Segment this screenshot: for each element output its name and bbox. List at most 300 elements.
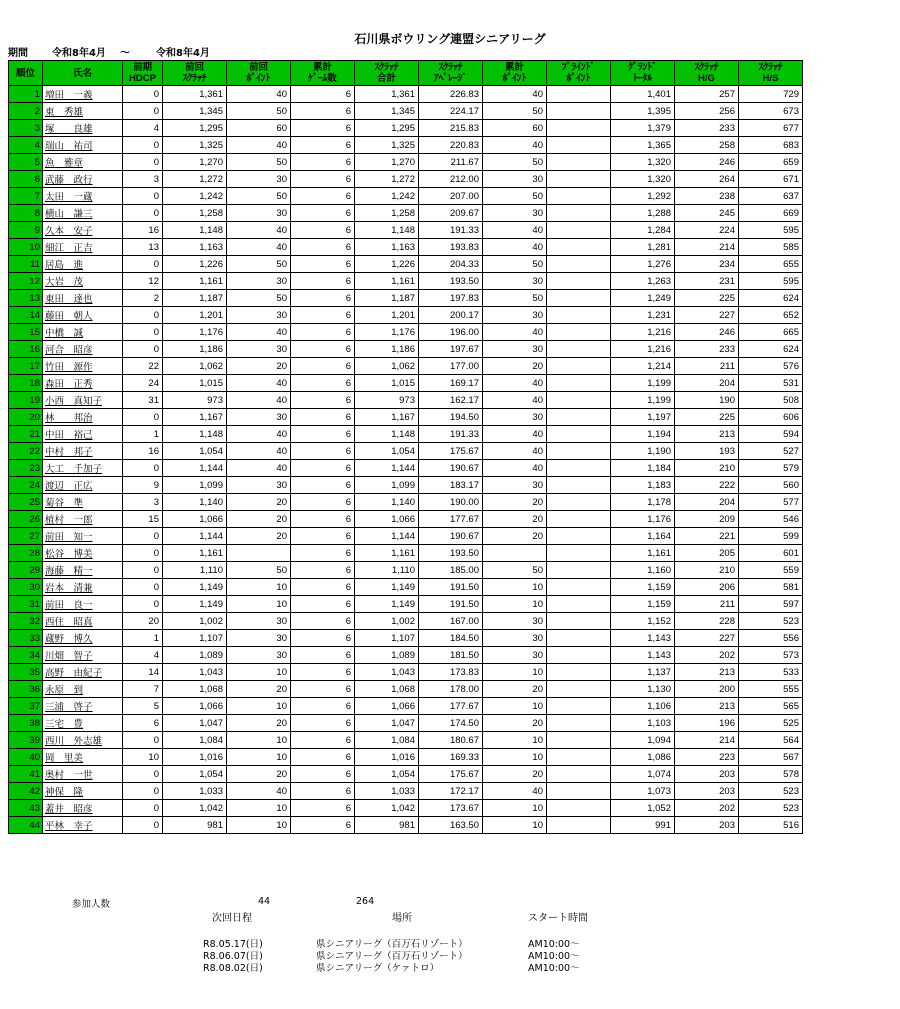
cell-cum-points: 40 bbox=[483, 137, 547, 154]
cell-cum-points: 10 bbox=[483, 732, 547, 749]
cell-prev-points: 10 bbox=[227, 579, 291, 596]
schedule-place: 県シニアリーグ（ケァトロ） bbox=[316, 963, 440, 974]
cell-cum-points: 30 bbox=[483, 205, 547, 222]
cell-cum-points: 40 bbox=[483, 460, 547, 477]
table-row bbox=[9, 477, 803, 494]
cell-hdcp: 0 bbox=[123, 188, 163, 205]
cell-rank: 20 bbox=[9, 409, 43, 426]
cell-scratch-total: 981 bbox=[355, 817, 419, 834]
cell-prev-points: 20 bbox=[227, 681, 291, 698]
cell-grand-total: 1,052 bbox=[611, 800, 675, 817]
cell-scratch-total: 1,062 bbox=[355, 358, 419, 375]
cell-prev-scratch: 1,149 bbox=[163, 596, 227, 613]
cell-prev-points: 10 bbox=[227, 698, 291, 715]
cell-cum-points: 10 bbox=[483, 579, 547, 596]
cell-rank: 16 bbox=[9, 341, 43, 358]
cell-cum-games: 6 bbox=[291, 222, 355, 239]
table-row bbox=[9, 341, 803, 358]
cell-blind-points bbox=[547, 715, 611, 732]
cell-scratch-total: 1,047 bbox=[355, 715, 419, 732]
cell-name: 魚 雅章 bbox=[43, 154, 123, 171]
cell-hdcp: 1 bbox=[123, 630, 163, 647]
cell-prev-points: 10 bbox=[227, 817, 291, 834]
table-row bbox=[9, 613, 803, 630]
cell-prev-scratch: 1,047 bbox=[163, 715, 227, 732]
cell-rank: 27 bbox=[9, 528, 43, 545]
cell-scratch-total: 1,176 bbox=[355, 324, 419, 341]
cell-cum-games: 6 bbox=[291, 392, 355, 409]
cell-blind-points bbox=[547, 494, 611, 511]
cell-scratch-total: 1,002 bbox=[355, 613, 419, 630]
cell-rank: 39 bbox=[9, 732, 43, 749]
cell-prev-points: 30 bbox=[227, 477, 291, 494]
column-header-cum-points bbox=[483, 61, 547, 86]
cell-hdcp: 0 bbox=[123, 460, 163, 477]
cell-blind-points bbox=[547, 358, 611, 375]
cell-rank: 5 bbox=[9, 154, 43, 171]
cell-scratch-avg: 197.83 bbox=[419, 290, 483, 307]
cell-scratch-hg: 193 bbox=[675, 443, 739, 460]
cell-grand-total: 1,214 bbox=[611, 358, 675, 375]
cell-scratch-hs: 523 bbox=[739, 783, 803, 800]
cell-scratch-total: 1,144 bbox=[355, 460, 419, 477]
cell-cum-games: 6 bbox=[291, 749, 355, 766]
cell-hdcp: 0 bbox=[123, 562, 163, 579]
cell-prev-scratch: 1,186 bbox=[163, 341, 227, 358]
cell-prev-scratch: 1,226 bbox=[163, 256, 227, 273]
cell-hdcp: 13 bbox=[123, 239, 163, 256]
cell-name: 大岩 茂 bbox=[43, 273, 123, 290]
cell-prev-points: 40 bbox=[227, 375, 291, 392]
cell-rank: 43 bbox=[9, 800, 43, 817]
cell-hdcp: 0 bbox=[123, 409, 163, 426]
cell-name: 森田 正秀 bbox=[43, 375, 123, 392]
period-line bbox=[8, 44, 210, 59]
cell-cum-points: 50 bbox=[483, 290, 547, 307]
cell-scratch-hs: 564 bbox=[739, 732, 803, 749]
cell-prev-points: 50 bbox=[227, 562, 291, 579]
cell-scratch-hg: 256 bbox=[675, 103, 739, 120]
cell-name: 平林 幸子 bbox=[43, 817, 123, 834]
cell-cum-games: 6 bbox=[291, 239, 355, 256]
cell-cum-games: 6 bbox=[291, 137, 355, 154]
table-row bbox=[9, 698, 803, 715]
cell-cum-games: 6 bbox=[291, 681, 355, 698]
cell-cum-points: 30 bbox=[483, 630, 547, 647]
cell-cum-games: 6 bbox=[291, 120, 355, 137]
column-header-text: H/S bbox=[762, 73, 779, 84]
cell-scratch-hg: 190 bbox=[675, 392, 739, 409]
cell-scratch-hg: 196 bbox=[675, 715, 739, 732]
column-header-blind-points bbox=[547, 61, 611, 86]
column-header-text: ﾄｰﾀﾙ bbox=[632, 73, 652, 84]
cell-prev-scratch: 1,270 bbox=[163, 154, 227, 171]
cell-prev-points: 40 bbox=[227, 426, 291, 443]
cell-name: 小西 真知子 bbox=[43, 392, 123, 409]
cell-hdcp: 0 bbox=[123, 732, 163, 749]
cell-blind-points bbox=[547, 562, 611, 579]
cell-scratch-hs: 579 bbox=[739, 460, 803, 477]
cell-scratch-avg: 167.00 bbox=[419, 613, 483, 630]
cell-scratch-hs: 559 bbox=[739, 562, 803, 579]
cell-scratch-hg: 233 bbox=[675, 120, 739, 137]
cell-scratch-hg: 223 bbox=[675, 749, 739, 766]
cell-cum-points: 30 bbox=[483, 409, 547, 426]
cell-scratch-hs: 578 bbox=[739, 766, 803, 783]
cell-scratch-total: 1,186 bbox=[355, 341, 419, 358]
cell-scratch-hs: 595 bbox=[739, 222, 803, 239]
cell-scratch-avg: 169.33 bbox=[419, 749, 483, 766]
cell-scratch-avg: 194.50 bbox=[419, 409, 483, 426]
cell-cum-points: 40 bbox=[483, 426, 547, 443]
cell-cum-points: 30 bbox=[483, 307, 547, 324]
cell-prev-scratch: 1,176 bbox=[163, 324, 227, 341]
cell-rank: 1 bbox=[9, 86, 43, 103]
cell-prev-scratch: 1,258 bbox=[163, 205, 227, 222]
cell-scratch-total: 1,161 bbox=[355, 273, 419, 290]
table-row bbox=[9, 86, 803, 103]
cell-blind-points bbox=[547, 239, 611, 256]
cell-prev-scratch: 1,033 bbox=[163, 783, 227, 800]
cell-name: 奥村 一世 bbox=[43, 766, 123, 783]
cell-blind-points bbox=[547, 732, 611, 749]
cell-scratch-hg: 203 bbox=[675, 766, 739, 783]
cell-rank: 15 bbox=[9, 324, 43, 341]
cell-cum-points: 20 bbox=[483, 358, 547, 375]
cell-name: 渡辺 正広 bbox=[43, 477, 123, 494]
cell-prev-scratch: 1,140 bbox=[163, 494, 227, 511]
cell-grand-total: 1,160 bbox=[611, 562, 675, 579]
cell-scratch-total: 1,201 bbox=[355, 307, 419, 324]
table-row bbox=[9, 528, 803, 545]
cell-scratch-hg: 209 bbox=[675, 511, 739, 528]
cell-cum-points: 20 bbox=[483, 715, 547, 732]
cell-prev-scratch: 1,066 bbox=[163, 698, 227, 715]
column-header-text: ﾎﾟｲﾝﾄ bbox=[566, 73, 591, 84]
cell-blind-points bbox=[547, 103, 611, 120]
cell-blind-points bbox=[547, 256, 611, 273]
column-header-text: 順位 bbox=[15, 67, 35, 79]
cell-grand-total: 1,216 bbox=[611, 324, 675, 341]
cell-blind-points bbox=[547, 290, 611, 307]
cell-cum-points: 30 bbox=[483, 477, 547, 494]
cell-hdcp: 31 bbox=[123, 392, 163, 409]
games-total: 264 bbox=[356, 896, 375, 907]
cell-cum-points: 20 bbox=[483, 681, 547, 698]
cell-hdcp: 3 bbox=[123, 171, 163, 188]
column-header-text: ｽｸﾗｯﾁ bbox=[694, 62, 719, 73]
cell-blind-points bbox=[547, 154, 611, 171]
cell-name: 岡 里美 bbox=[43, 749, 123, 766]
cell-scratch-hg: 211 bbox=[675, 596, 739, 613]
participants-label: 参加人数 bbox=[72, 899, 111, 910]
cell-grand-total: 1,073 bbox=[611, 783, 675, 800]
cell-prev-scratch: 1,062 bbox=[163, 358, 227, 375]
cell-scratch-hs: 525 bbox=[739, 715, 803, 732]
cell-rank: 26 bbox=[9, 511, 43, 528]
cell-prev-scratch: 1,002 bbox=[163, 613, 227, 630]
cell-scratch-total: 1,054 bbox=[355, 766, 419, 783]
cell-cum-points: 40 bbox=[483, 222, 547, 239]
cell-rank: 30 bbox=[9, 579, 43, 596]
cell-scratch-hg: 246 bbox=[675, 154, 739, 171]
cell-scratch-hg: 211 bbox=[675, 358, 739, 375]
cell-grand-total: 1,161 bbox=[611, 545, 675, 562]
column-header-rank bbox=[9, 61, 43, 86]
table-row bbox=[9, 460, 803, 477]
cell-hdcp: 0 bbox=[123, 154, 163, 171]
cell-prev-points: 10 bbox=[227, 749, 291, 766]
cell-prev-points: 50 bbox=[227, 154, 291, 171]
cell-name: 瑞山 祐司 bbox=[43, 137, 123, 154]
table-row bbox=[9, 664, 803, 681]
column-header-prev-points bbox=[227, 61, 291, 86]
table-row bbox=[9, 154, 803, 171]
table-row bbox=[9, 137, 803, 154]
schedule-date-header: 次回日程 bbox=[212, 913, 252, 924]
cell-cum-games: 6 bbox=[291, 341, 355, 358]
cell-hdcp: 22 bbox=[123, 358, 163, 375]
cell-hdcp: 0 bbox=[123, 103, 163, 120]
cell-rank: 11 bbox=[9, 256, 43, 273]
cell-scratch-avg: 191.50 bbox=[419, 579, 483, 596]
cell-scratch-hs: 637 bbox=[739, 188, 803, 205]
cell-scratch-avg: 197.67 bbox=[419, 341, 483, 358]
cell-scratch-total: 1,107 bbox=[355, 630, 419, 647]
column-header-text: 前期 bbox=[132, 62, 152, 73]
cell-scratch-avg: 226.83 bbox=[419, 86, 483, 103]
cell-hdcp: 3 bbox=[123, 494, 163, 511]
standings-table bbox=[8, 60, 803, 834]
cell-hdcp: 7 bbox=[123, 681, 163, 698]
cell-cum-games: 6 bbox=[291, 715, 355, 732]
cell-grand-total: 1,074 bbox=[611, 766, 675, 783]
cell-name: 永原 到 bbox=[43, 681, 123, 698]
cell-name: 太田 一蔵 bbox=[43, 188, 123, 205]
cell-hdcp: 0 bbox=[123, 86, 163, 103]
cell-cum-points: 30 bbox=[483, 647, 547, 664]
table-row bbox=[9, 545, 803, 562]
cell-prev-points: 30 bbox=[227, 307, 291, 324]
cell-blind-points bbox=[547, 307, 611, 324]
table-row bbox=[9, 188, 803, 205]
cell-rank: 38 bbox=[9, 715, 43, 732]
cell-cum-points: 50 bbox=[483, 154, 547, 171]
cell-scratch-avg: 193.50 bbox=[419, 545, 483, 562]
cell-cum-games: 6 bbox=[291, 256, 355, 273]
column-header-hdcp bbox=[123, 61, 163, 86]
cell-cum-games: 6 bbox=[291, 273, 355, 290]
cell-grand-total: 1,164 bbox=[611, 528, 675, 545]
cell-scratch-avg: 175.67 bbox=[419, 766, 483, 783]
cell-grand-total: 1,199 bbox=[611, 375, 675, 392]
cell-name: 居島 進 bbox=[43, 256, 123, 273]
cell-scratch-avg: 185.00 bbox=[419, 562, 483, 579]
cell-cum-points: 20 bbox=[483, 494, 547, 511]
cell-cum-games: 6 bbox=[291, 426, 355, 443]
cell-cum-points: 10 bbox=[483, 749, 547, 766]
column-header-text: H/G bbox=[698, 73, 715, 84]
cell-scratch-hs: 577 bbox=[739, 494, 803, 511]
cell-scratch-hg: 204 bbox=[675, 494, 739, 511]
cell-name: 西住 昭真 bbox=[43, 613, 123, 630]
cell-rank: 36 bbox=[9, 681, 43, 698]
cell-scratch-hs: 585 bbox=[739, 239, 803, 256]
cell-hdcp: 0 bbox=[123, 307, 163, 324]
table-row bbox=[9, 324, 803, 341]
cell-scratch-hg: 202 bbox=[675, 800, 739, 817]
schedule-time-header: スタート時間 bbox=[528, 913, 588, 924]
cell-name: 久本 安子 bbox=[43, 222, 123, 239]
cell-name: 西川 外志雄 bbox=[43, 732, 123, 749]
cell-grand-total: 1,288 bbox=[611, 205, 675, 222]
cell-scratch-hg: 224 bbox=[675, 222, 739, 239]
table-row bbox=[9, 749, 803, 766]
cell-cum-points: 40 bbox=[483, 443, 547, 460]
cell-prev-scratch: 1,187 bbox=[163, 290, 227, 307]
cell-prev-scratch: 1,149 bbox=[163, 579, 227, 596]
cell-prev-points: 50 bbox=[227, 188, 291, 205]
table-row bbox=[9, 103, 803, 120]
cell-prev-points: 40 bbox=[227, 783, 291, 800]
cell-scratch-total: 1,144 bbox=[355, 528, 419, 545]
table-header-row bbox=[9, 61, 803, 86]
cell-cum-games: 6 bbox=[291, 494, 355, 511]
schedule-time: AM10:00～ bbox=[528, 939, 580, 950]
cell-cum-games: 6 bbox=[291, 545, 355, 562]
cell-blind-points bbox=[547, 205, 611, 222]
cell-scratch-hg: 222 bbox=[675, 477, 739, 494]
cell-scratch-hs: 533 bbox=[739, 664, 803, 681]
cell-hdcp: 0 bbox=[123, 205, 163, 222]
cell-blind-points bbox=[547, 171, 611, 188]
cell-scratch-hs: 516 bbox=[739, 817, 803, 834]
cell-scratch-total: 1,110 bbox=[355, 562, 419, 579]
column-header-text: 氏名 bbox=[72, 67, 92, 79]
cell-scratch-total: 1,149 bbox=[355, 579, 419, 596]
cell-hdcp: 9 bbox=[123, 477, 163, 494]
cell-blind-points bbox=[547, 664, 611, 681]
schedule-date: R8.06.07(日) bbox=[203, 951, 263, 962]
cell-scratch-avg: 207.00 bbox=[419, 188, 483, 205]
cell-scratch-avg: 224.17 bbox=[419, 103, 483, 120]
cell-blind-points bbox=[547, 375, 611, 392]
cell-prev-points: 50 bbox=[227, 290, 291, 307]
cell-scratch-total: 1,066 bbox=[355, 698, 419, 715]
cell-blind-points bbox=[547, 511, 611, 528]
cell-name: 川畑 智子 bbox=[43, 647, 123, 664]
cell-scratch-avg: 220.83 bbox=[419, 137, 483, 154]
column-header-text: ｽｸﾗｯﾁ bbox=[438, 62, 463, 73]
cell-blind-points bbox=[547, 477, 611, 494]
cell-scratch-total: 1,163 bbox=[355, 239, 419, 256]
cell-scratch-avg: 173.67 bbox=[419, 800, 483, 817]
cell-grand-total: 1,263 bbox=[611, 273, 675, 290]
cell-cum-points: 50 bbox=[483, 562, 547, 579]
cell-cum-games: 6 bbox=[291, 443, 355, 460]
cell-grand-total: 1,197 bbox=[611, 409, 675, 426]
table-row bbox=[9, 766, 803, 783]
cell-grand-total: 1,320 bbox=[611, 171, 675, 188]
cell-rank: 13 bbox=[9, 290, 43, 307]
cell-scratch-avg: 184.50 bbox=[419, 630, 483, 647]
cell-scratch-avg: 204.33 bbox=[419, 256, 483, 273]
schedule-time: AM10:00～ bbox=[528, 951, 580, 962]
cell-prev-points: 30 bbox=[227, 341, 291, 358]
cell-scratch-hs: 560 bbox=[739, 477, 803, 494]
cell-prev-points: 10 bbox=[227, 800, 291, 817]
cell-grand-total: 1,143 bbox=[611, 630, 675, 647]
cell-prev-scratch: 1,201 bbox=[163, 307, 227, 324]
table-row bbox=[9, 511, 803, 528]
table-row bbox=[9, 290, 803, 307]
cell-blind-points bbox=[547, 817, 611, 834]
cell-scratch-total: 1,043 bbox=[355, 664, 419, 681]
table-row bbox=[9, 392, 803, 409]
cell-scratch-hg: 210 bbox=[675, 460, 739, 477]
cell-hdcp: 1 bbox=[123, 426, 163, 443]
cell-blind-points bbox=[547, 426, 611, 443]
period-label: 期間 bbox=[8, 48, 28, 59]
cell-cum-games: 6 bbox=[291, 375, 355, 392]
cell-cum-points: 40 bbox=[483, 86, 547, 103]
cell-name: 増田 一義 bbox=[43, 86, 123, 103]
cell-hdcp: 4 bbox=[123, 120, 163, 137]
cell-cum-points: 10 bbox=[483, 664, 547, 681]
cell-prev-scratch: 1,016 bbox=[163, 749, 227, 766]
cell-scratch-avg: 175.67 bbox=[419, 443, 483, 460]
cell-rank: 35 bbox=[9, 664, 43, 681]
table-row bbox=[9, 562, 803, 579]
table-row bbox=[9, 409, 803, 426]
cell-cum-points: 30 bbox=[483, 273, 547, 290]
cell-blind-points bbox=[547, 528, 611, 545]
cell-grand-total: 1,152 bbox=[611, 613, 675, 630]
cell-scratch-total: 973 bbox=[355, 392, 419, 409]
cell-grand-total: 1,130 bbox=[611, 681, 675, 698]
cell-rank: 42 bbox=[9, 783, 43, 800]
cell-blind-points bbox=[547, 579, 611, 596]
cell-scratch-total: 1,258 bbox=[355, 205, 419, 222]
column-header-text: 累計 bbox=[312, 62, 332, 73]
cell-cum-games: 6 bbox=[291, 562, 355, 579]
cell-prev-points bbox=[227, 545, 291, 562]
table-row bbox=[9, 800, 803, 817]
cell-grand-total: 1,086 bbox=[611, 749, 675, 766]
cell-scratch-total: 1,149 bbox=[355, 596, 419, 613]
cell-scratch-avg: 173.83 bbox=[419, 664, 483, 681]
cell-cum-games: 6 bbox=[291, 783, 355, 800]
cell-name: 岩本 清兼 bbox=[43, 579, 123, 596]
cell-blind-points bbox=[547, 137, 611, 154]
cell-scratch-avg: 183.17 bbox=[419, 477, 483, 494]
cell-blind-points bbox=[547, 800, 611, 817]
cell-prev-scratch: 1,107 bbox=[163, 630, 227, 647]
cell-cum-games: 6 bbox=[291, 86, 355, 103]
cell-name: 蔵野 博久 bbox=[43, 630, 123, 647]
cell-cum-points: 40 bbox=[483, 375, 547, 392]
cell-scratch-hg: 258 bbox=[675, 137, 739, 154]
cell-hdcp: 0 bbox=[123, 528, 163, 545]
cell-hdcp: 0 bbox=[123, 596, 163, 613]
table-row bbox=[9, 732, 803, 749]
cell-scratch-avg: 212.00 bbox=[419, 171, 483, 188]
table-row bbox=[9, 426, 803, 443]
cell-grand-total: 1,231 bbox=[611, 307, 675, 324]
cell-grand-total: 1,194 bbox=[611, 426, 675, 443]
cell-prev-points: 20 bbox=[227, 511, 291, 528]
cell-grand-total: 1,401 bbox=[611, 86, 675, 103]
